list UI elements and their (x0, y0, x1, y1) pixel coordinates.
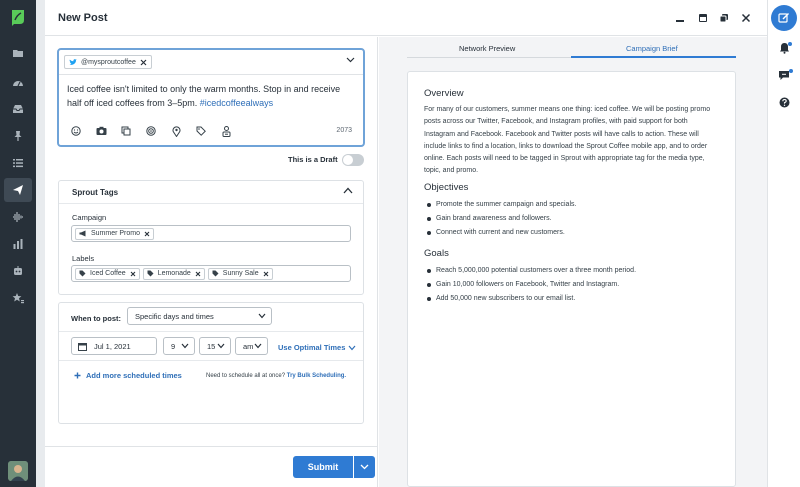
remove-chip-icon[interactable] (195, 271, 201, 277)
list-item: Connect with current and new customers. (424, 226, 719, 240)
avatar[interactable] (8, 461, 28, 481)
tag-icon[interactable] (194, 124, 208, 138)
date-picker[interactable]: Jul 1, 2021 (71, 337, 157, 355)
notification-dot (788, 42, 792, 46)
sprout-logo[interactable] (10, 9, 26, 26)
composer-header (45, 0, 767, 36)
tag-icon (79, 270, 86, 277)
label-chip[interactable]: Lemonade (143, 268, 205, 280)
calendar-icon (78, 342, 87, 351)
campaign-field[interactable] (71, 225, 351, 242)
composer-panel (45, 37, 378, 487)
tag-icon (147, 270, 154, 277)
star-list-icon[interactable] (4, 286, 32, 310)
target-icon[interactable] (144, 124, 158, 138)
overview-heading: Overview (424, 88, 464, 99)
submit-options-button[interactable] (354, 456, 375, 478)
list-icon[interactable] (4, 151, 32, 175)
expand-icon[interactable] (717, 11, 731, 25)
optimal-times-button[interactable]: Use Optimal Times (278, 343, 356, 352)
list-item: Gain 10,000 followers on Facebook, Twitter and Instagram. (424, 278, 719, 292)
preview-tabs (407, 37, 736, 58)
bot-icon[interactable] (4, 259, 32, 283)
ampm-select[interactable]: am (235, 337, 268, 355)
submit-button[interactable]: Submit (293, 456, 353, 478)
notification-dot (789, 69, 793, 73)
paper-plane-icon[interactable] (4, 178, 32, 202)
bar-chart-icon[interactable] (4, 232, 32, 256)
profile-handle: @mysproutcoffee (81, 58, 136, 66)
waveform-icon[interactable] (4, 205, 32, 229)
campaign-label: Campaign (72, 213, 107, 222)
label-chip[interactable]: Iced Coffee (75, 268, 140, 280)
list-item: Add 50,000 new subscribers to our email list. (424, 292, 719, 306)
message-text[interactable]: Iced coffee isn't limited to only the warm months. Stop in and receive half off iced coffees from 3–5pm. #icedcoffeealways (67, 84, 341, 108)
tag-icon (212, 270, 219, 277)
when-to-post-label: When to post: (71, 314, 121, 323)
sprout-tags-title: Sprout Tags (72, 188, 119, 197)
chevron-down-icon (181, 343, 189, 349)
label-chip[interactable]: Sunny Sale (208, 268, 273, 280)
chevron-down-icon (348, 345, 356, 351)
tab-campaign-brief[interactable]: Campaign Brief (626, 44, 678, 53)
megaphone-icon (79, 230, 87, 237)
location-icon[interactable] (169, 124, 183, 138)
folder-icon[interactable] (4, 41, 32, 65)
user-tag-icon[interactable] (219, 124, 233, 138)
help-icon[interactable] (777, 95, 791, 109)
tab-network-preview[interactable]: Network Preview (459, 44, 516, 53)
active-tab-indicator (571, 56, 736, 58)
list-item: Promote the summer campaign and specials. (424, 198, 719, 212)
remove-profile-icon[interactable] (140, 59, 147, 66)
hashtag: #icedcoffeealways (199, 98, 274, 108)
draft-toggle[interactable] (342, 154, 364, 166)
remove-chip-icon[interactable] (130, 271, 136, 277)
list-item: Reach 5,000,000 potential customers over a three month period. (424, 264, 719, 278)
profile-chip[interactable] (64, 55, 152, 69)
hour-select[interactable]: 9 (163, 337, 195, 355)
overview-text: For many of our customers, summer means one thing: iced coffee. We will be posting promo posts across our Twitter, Facebook, and Instagram profiles, with paid support for both Instagram and Facebook. Facebook and Twitter posts will have calls to action. These will include links to find a location, links to download the Sprout Coffee mobile app, and to order online. Each posts will need to be tagged in Sprout with appropriate tag for the media type, topic, and promo. (424, 106, 711, 175)
goals-heading: Goals (424, 247, 449, 259)
page-title: New Post (58, 12, 108, 24)
emoji-icon[interactable] (69, 124, 83, 138)
media-library-icon[interactable] (119, 124, 133, 138)
main-nav (0, 0, 36, 487)
goals-list (424, 264, 719, 306)
chevron-down-icon (258, 313, 266, 319)
character-count: 2073 (336, 127, 352, 134)
when-to-post-select[interactable]: Specific days and times (127, 307, 272, 325)
preview-panel (379, 37, 767, 487)
gauge-icon[interactable] (4, 71, 32, 95)
plus-icon (74, 372, 81, 379)
add-scheduled-times-button[interactable]: Add more scheduled times (74, 371, 182, 380)
draft-label: This is a Draft (288, 155, 338, 164)
inbox-icon[interactable] (4, 97, 32, 121)
labels-label: Labels (72, 254, 95, 263)
chevron-down-icon (217, 343, 225, 349)
list-item: Gain brand awareness and followers. (424, 212, 719, 226)
message-box[interactable] (57, 48, 365, 147)
objectives-list (424, 198, 719, 240)
chevron-down-icon (360, 464, 369, 470)
objectives-heading: Objectives (424, 181, 469, 193)
message-toolbar (69, 124, 233, 138)
composer-gutter (36, 0, 45, 487)
remove-chip-icon[interactable] (263, 271, 269, 277)
pin-icon[interactable] (4, 124, 32, 148)
campaign-chip[interactable]: Summer Promo (75, 228, 154, 240)
bulk-scheduling-link[interactable]: Try Bulk Scheduling. (286, 373, 347, 379)
dock-icon[interactable] (696, 11, 710, 25)
schedule-card (58, 302, 364, 424)
minimize-icon[interactable] (673, 11, 687, 25)
compose-button[interactable] (771, 5, 797, 31)
compose-icon (778, 12, 790, 24)
bulk-help-text: Need to schedule all at once? Try Bulk Scheduling. (206, 373, 347, 379)
chevron-up-icon[interactable] (343, 187, 353, 194)
chevron-down-icon (254, 343, 262, 349)
minute-select[interactable]: 15 (199, 337, 231, 355)
chevron-down-icon[interactable] (346, 57, 355, 63)
labels-field[interactable] (71, 265, 351, 282)
camera-icon[interactable] (94, 124, 108, 138)
campaign-brief (407, 71, 736, 487)
close-icon[interactable] (739, 11, 753, 25)
sprout-tags-card (58, 180, 364, 295)
right-rail (767, 0, 800, 487)
twitter-icon (69, 59, 77, 66)
remove-chip-icon[interactable] (144, 231, 150, 237)
